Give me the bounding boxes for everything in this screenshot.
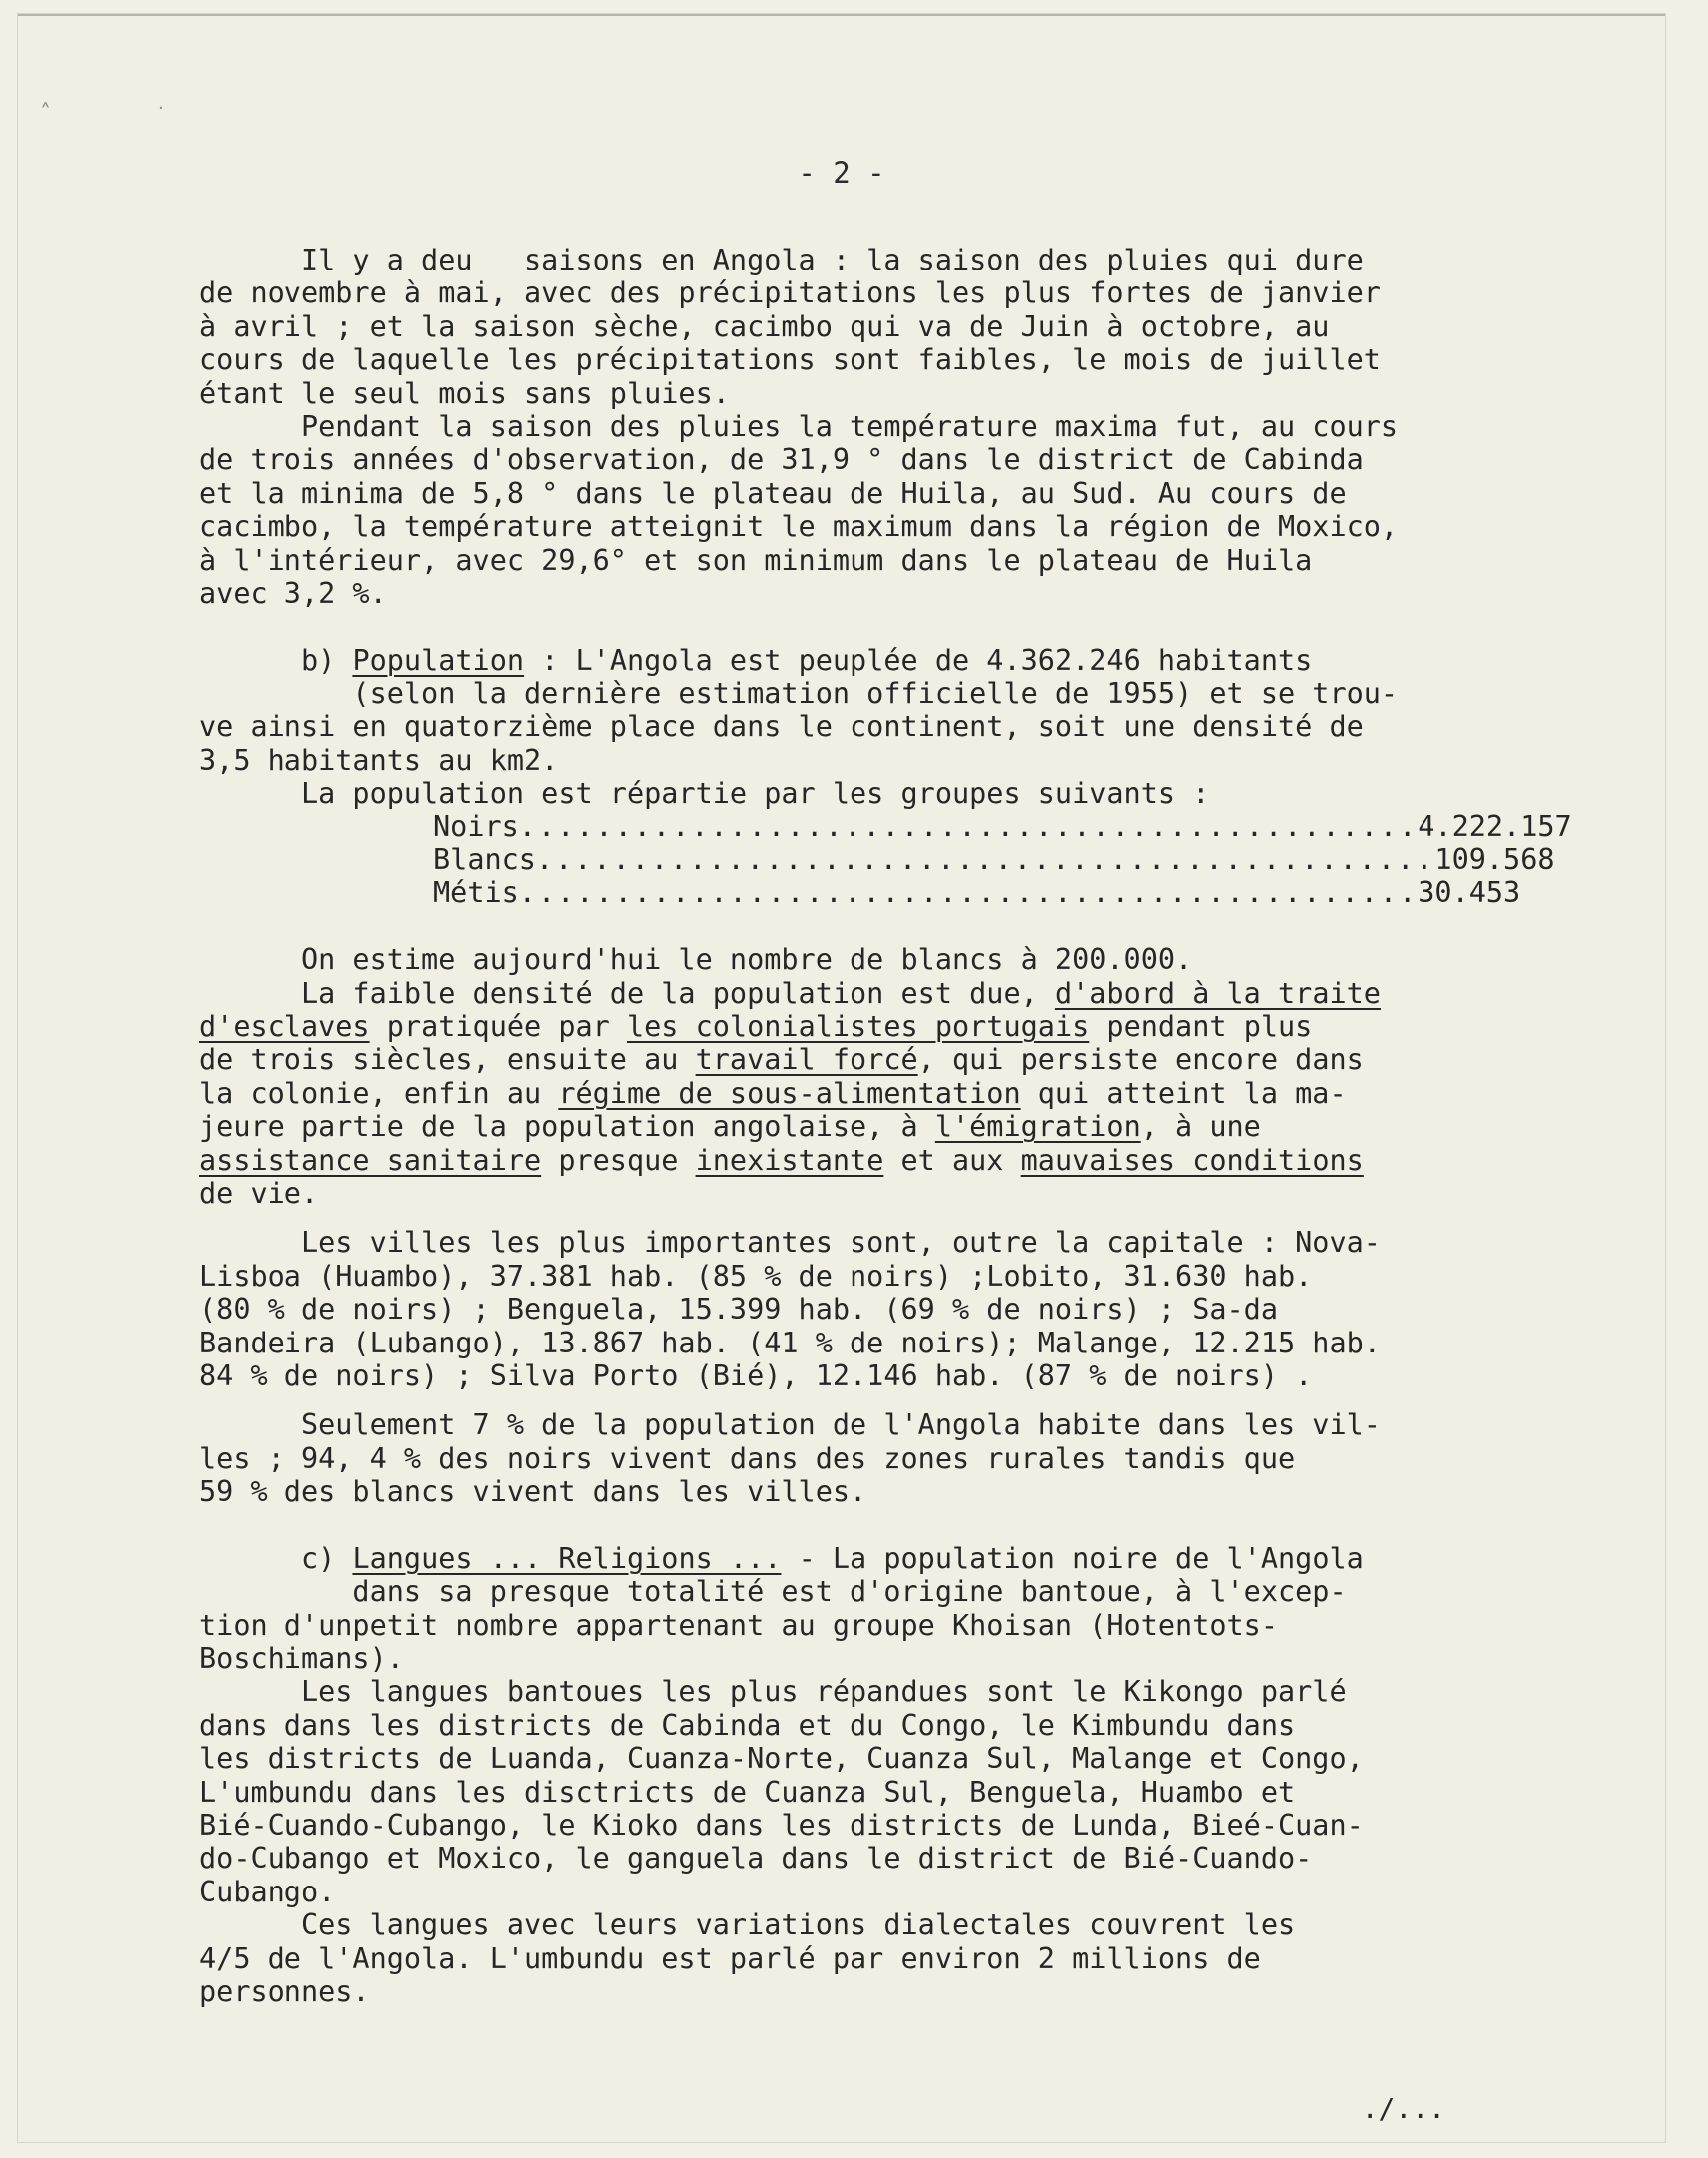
text-line: et la minima de 5,8 ° dans le plateau de Huila, au Sud. Au cours de: [199, 476, 1347, 510]
text-line: [199, 1144, 1616, 1177]
underlined-term: les colonialistes portugais: [626, 1009, 1090, 1043]
group-value: 109.568: [1434, 843, 1555, 877]
text-line: [199, 1043, 1616, 1076]
text-line: cours de laquelle les précipitations sont faibles, le mois de juillet: [199, 343, 1381, 377]
text-line: On estime aujourd'hui le nombre de blancs à 200.000.: [199, 943, 1193, 977]
text-fragment: presque: [541, 1143, 696, 1177]
group-name: Blancs: [433, 843, 536, 877]
text-fragment: la colonie, enfin au: [199, 1076, 559, 1110]
table-row: [433, 876, 1521, 910]
text-line: [199, 977, 1616, 1010]
text-line: 4/5 de l'Angola. L'umbundu est parlé par environ 2 millions de: [199, 1941, 1261, 1975]
text-fragment: La faible densité de la population est due,: [199, 976, 1055, 1010]
text-line: à avril ; et la saison sèche, cacimbo qui va de Juin à octobre, au: [199, 309, 1330, 343]
text-line: [199, 1077, 1616, 1110]
text-line: dans dans les districts de Cabinda et du Congo, le Kimbundu dans: [199, 1708, 1296, 1742]
population-heading-line: [199, 644, 1616, 677]
table-row: [433, 843, 1555, 877]
text-line: Bié-Cuando-Cubango, le Kioko dans les districts de Lunda, Bieé-Cuan-: [199, 1808, 1364, 1842]
text-line: Ces langues avec leurs variations dialectales couvrent les: [199, 1908, 1296, 1942]
text-fragment: - La population noire de l'Angola: [781, 1541, 1364, 1575]
text-fragment: b): [199, 643, 353, 677]
text-line: Les villes les plus importantes sont, outre la capitale : Nova-: [199, 1226, 1381, 1260]
underlined-term: d'esclaves: [199, 1009, 370, 1043]
text-line: Les langues bantoues les plus répandues sont le Kikongo parlé: [199, 1675, 1347, 1709]
section-heading-population: Population: [352, 643, 525, 677]
langues-heading-line: [199, 1542, 1616, 1575]
section-heading-langues: Langues ... Religions ...: [352, 1541, 782, 1575]
text-line: cacimbo, la température atteignit le maximum dans la région de Moxico,: [199, 510, 1399, 544]
text-line: [199, 1110, 1616, 1143]
text-line: Il y a deu saisons en Angola : la saison des pluies qui dure: [199, 244, 1364, 276]
text-line: Boschimans).: [199, 1642, 404, 1676]
body-text: [199, 244, 1616, 2008]
leader-dots: ...............................................: [535, 843, 1435, 877]
underlined-term: régime de sous-alimentation: [558, 1076, 1021, 1110]
continuation-mark: ./...: [1361, 2092, 1445, 2125]
leader-dots: ...............................................: [518, 876, 1419, 910]
text-line: Cubango.: [199, 1875, 336, 1908]
text-line: de novembre à mai, avec des précipitations les plus fortes de janvier: [199, 276, 1381, 310]
text-line: personnes.: [199, 1974, 370, 2008]
underlined-term: l'émigration: [934, 1110, 1141, 1144]
table-row: [433, 809, 1572, 843]
text-line: (selon la dernière estimation officielle de 1955) et se trou-: [199, 677, 1399, 711]
group-value: 4.222.157: [1418, 809, 1572, 843]
paper-mark: ˄: [40, 101, 51, 126]
text-line: de vie.: [199, 1176, 319, 1210]
text-line: Lisboa (Huambo), 37.381 hab. (85 % de noirs) ;Lobito, 31.630 hab.: [199, 1259, 1313, 1293]
text-line: L'umbundu dans les disctricts de Cuanza Sul, Benguela, Huambo et: [199, 1775, 1296, 1809]
underlined-term: inexistante: [695, 1143, 884, 1177]
text-fragment: de trois siècles, ensuite au: [199, 1043, 696, 1077]
text-line: Seulement 7 % de la population de l'Angola habite dans les vil-: [199, 1408, 1381, 1442]
paper-dot: ·: [158, 98, 164, 119]
text-line: (80 % de noirs) ; Benguela, 15.399 hab. (69 % de noirs) ; Sa-da: [199, 1293, 1278, 1327]
group-value: 30.453: [1418, 876, 1521, 910]
page-number: - 2 -: [798, 156, 885, 190]
text-line: étant le seul mois sans pluies.: [199, 376, 730, 410]
text-line: La population est répartie par les groupes suivants :: [199, 777, 1210, 810]
text-line: 3,5 habitants au km2.: [199, 743, 559, 777]
text-line: do-Cubango et Moxico, le ganguela dans le district de Bié-Cuando-: [199, 1842, 1313, 1876]
text-fragment: qui atteint la ma-: [1020, 1076, 1347, 1110]
underlined-term: d'abord à la traite: [1054, 976, 1381, 1010]
text-fragment: pratiquée par: [369, 1009, 627, 1043]
group-name: Métis: [433, 876, 519, 910]
text-line: [199, 1010, 1616, 1043]
text-line: les ; 94, 4 % des noirs vivent dans des zones rurales tandis que: [199, 1441, 1296, 1475]
underlined-term: travail forcé: [695, 1043, 918, 1077]
text-fragment: et aux: [883, 1143, 1021, 1177]
population-groups-table: [433, 809, 1572, 910]
text-line: 84 % de noirs) ; Silva Porto (Bié), 12.146 hab. (87 % de noirs) .: [199, 1358, 1313, 1392]
underlined-term: mauvaises conditions: [1020, 1143, 1364, 1177]
text-line: avec 3,2 %.: [199, 576, 387, 610]
text-line: 59 % des blancs vivent dans les villes.: [199, 1475, 867, 1509]
text-fragment: : L'Angola est peuplée de 4.362.246 habitants: [524, 643, 1313, 677]
text-line: ve ainsi en quatorzième place dans le continent, soit une densité de: [199, 710, 1364, 744]
text-line: de trois années d'observation, de 31,9 ° dans le district de Cabinda: [199, 443, 1364, 477]
text-line: tion d'unpetit nombre appartenant au groupe Khoisan (Hotentots-: [199, 1608, 1278, 1642]
text-line: dans sa presque totalité est d'origine bantoue, à l'excep-: [199, 1575, 1347, 1609]
text-line: les districts de Luanda, Cuanza-Norte, Cuanza Sul, Malange et Congo,: [199, 1742, 1364, 1776]
document-page: [18, 14, 1665, 2142]
text-fragment: jeure partie de la population angolaise, à: [199, 1110, 935, 1144]
underlined-term: assistance sanitaire: [199, 1143, 542, 1177]
text-line: Bandeira (Lubango), 13.867 hab. (41 % de noirs); Malange, 12.215 hab.: [199, 1326, 1381, 1359]
text-fragment: c): [199, 1541, 353, 1575]
text-fragment: pendant plus: [1089, 1009, 1313, 1043]
leader-dots: ...............................................: [518, 809, 1419, 843]
text-line: Pendant la saison des pluies la température maxima fut, au cours: [199, 409, 1399, 443]
text-fragment: , qui persiste encore dans: [917, 1043, 1364, 1077]
text-fragment: , à une: [1140, 1110, 1261, 1144]
group-name: Noirs: [433, 809, 519, 843]
text-line: à l'intérieur, avec 29,6° et son minimum dans le plateau de Huila: [199, 543, 1313, 577]
